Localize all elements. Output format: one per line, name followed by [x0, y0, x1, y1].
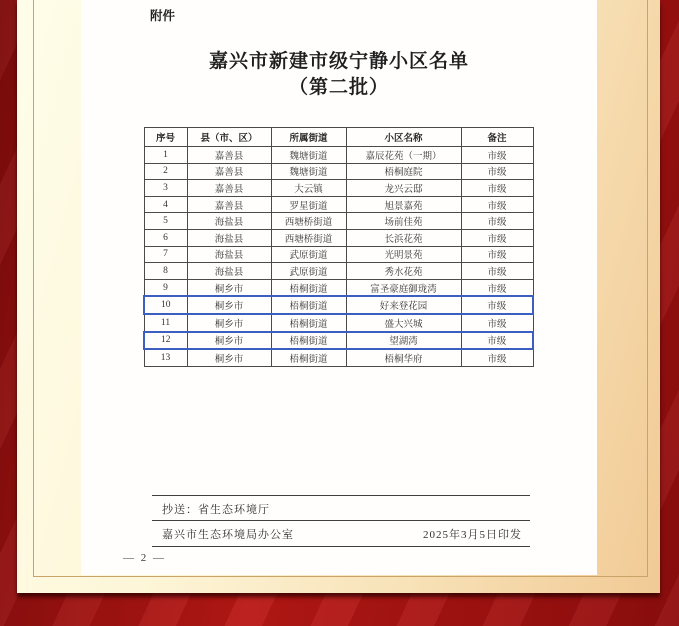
table-cell: 13: [144, 349, 187, 366]
table-cell: 市级: [461, 229, 533, 246]
table-cell: 嘉辰花苑（一期）: [346, 147, 461, 164]
table-header-cell: 序号: [144, 128, 187, 147]
table-cell: 市级: [461, 263, 533, 280]
table-cell: 罗星街道: [271, 196, 346, 213]
cc-line: 抄送：省生态环境厅: [162, 504, 270, 516]
table-cell: 嘉善县: [187, 163, 271, 180]
table-cell: 6: [144, 229, 187, 246]
table-cell: 市级: [461, 163, 533, 180]
table-cell: 梧桐街道: [271, 296, 346, 314]
community-table: [143, 127, 534, 367]
table-cell: 光明景苑: [346, 246, 461, 263]
table-header-row: [144, 128, 533, 147]
table-row: [144, 180, 533, 197]
table-cell: 市级: [461, 147, 533, 164]
table-cell: 市级: [461, 296, 533, 314]
table-cell: 8: [144, 263, 187, 280]
table-cell: 富圣豪庭御珑湾: [346, 279, 461, 296]
table-cell: 市级: [461, 332, 533, 350]
table-cell: 秀水花苑: [346, 263, 461, 280]
table-header-cell: 所属街道: [271, 128, 346, 147]
table-cell: 好来登花园: [346, 296, 461, 314]
table-row: [144, 296, 533, 314]
table-cell: 12: [144, 332, 187, 350]
table-cell: 桐乡市: [187, 279, 271, 296]
table-cell: 梧桐街道: [271, 349, 346, 366]
table-cell: 魏塘街道: [271, 147, 346, 164]
table-row: [144, 314, 533, 332]
table-cell: 市级: [461, 246, 533, 263]
table-header-cell: 备注: [461, 128, 533, 147]
document-page: [81, 0, 597, 575]
table-cell: 盛大兴城: [346, 314, 461, 332]
table-row: [144, 279, 533, 296]
table-cell: 梧桐庭院: [346, 163, 461, 180]
table-cell: 旭景嘉苑: [346, 196, 461, 213]
table-cell: 市级: [461, 180, 533, 197]
table-cell: 桐乡市: [187, 296, 271, 314]
table-cell: 大云镇: [271, 180, 346, 197]
table-cell: 龙兴云邸: [346, 180, 461, 197]
table-cell: 望湖湾: [346, 332, 461, 350]
footer-divider-middle: [152, 520, 530, 521]
document-footer: [152, 495, 530, 551]
table-cell: 2: [144, 163, 187, 180]
table-cell: 9: [144, 279, 187, 296]
footer-divider-bottom: [152, 546, 530, 547]
table-cell: 7: [144, 246, 187, 263]
issuer-row: [152, 526, 530, 542]
page-number: — 2 —: [123, 552, 166, 564]
table-cell: 市级: [461, 314, 533, 332]
table-cell: 梧桐华府: [346, 349, 461, 366]
table-row: [144, 213, 533, 230]
table-row: [144, 163, 533, 180]
document-title: [81, 49, 597, 101]
table-cell: 嘉善县: [187, 180, 271, 197]
table-cell: 11: [144, 314, 187, 332]
table-cell: 市级: [461, 279, 533, 296]
table-cell: 4: [144, 196, 187, 213]
table-cell: 西塘桥街道: [271, 213, 346, 230]
table-row: [144, 229, 533, 246]
table-row: [144, 246, 533, 263]
table-cell: 梧桐街道: [271, 314, 346, 332]
table-cell: 桐乡市: [187, 332, 271, 350]
table-cell: 西塘桥街道: [271, 229, 346, 246]
table-row: [144, 263, 533, 280]
table-cell: 桐乡市: [187, 314, 271, 332]
issue-date: 2025年3月5日印发: [423, 529, 522, 541]
table-header-cell: 县（市、区）: [187, 128, 271, 147]
table-cell: 5: [144, 213, 187, 230]
table-cell: 桐乡市: [187, 349, 271, 366]
table-cell: 海盐县: [187, 213, 271, 230]
table-cell: 场前佳苑: [346, 213, 461, 230]
issuer-office: 嘉兴市生态环境局办公室: [162, 529, 294, 541]
table-cell: 海盐县: [187, 263, 271, 280]
table-cell: 市级: [461, 196, 533, 213]
table-cell: 市级: [461, 349, 533, 366]
table-cell: 武原街道: [271, 246, 346, 263]
table-cell: 魏塘街道: [271, 163, 346, 180]
table-cell: 嘉善县: [187, 196, 271, 213]
document-title-line1: 嘉兴市新建市级宁静小区名单: [208, 51, 469, 72]
table-row: [144, 332, 533, 350]
table-cell: 嘉善县: [187, 147, 271, 164]
table-cell: 市级: [461, 213, 533, 230]
table-row: [144, 196, 533, 213]
table-cell: 海盐县: [187, 246, 271, 263]
table-cell: 10: [144, 296, 187, 314]
table-cell: 海盐县: [187, 229, 271, 246]
table-cell: 武原街道: [271, 263, 346, 280]
table-cell: 长浜花苑: [346, 229, 461, 246]
table-row: [144, 349, 533, 366]
table-cell: 梧桐街道: [271, 279, 346, 296]
footer-divider-top: [152, 495, 530, 496]
table-cell: 1: [144, 147, 187, 164]
table-row: [144, 147, 533, 164]
document-title-line2: （第二批）: [288, 77, 389, 98]
table-header-cell: 小区名称: [346, 128, 461, 147]
table-cell: 梧桐街道: [271, 332, 346, 350]
attachment-label: 附件: [150, 9, 176, 23]
table-cell: 3: [144, 180, 187, 197]
